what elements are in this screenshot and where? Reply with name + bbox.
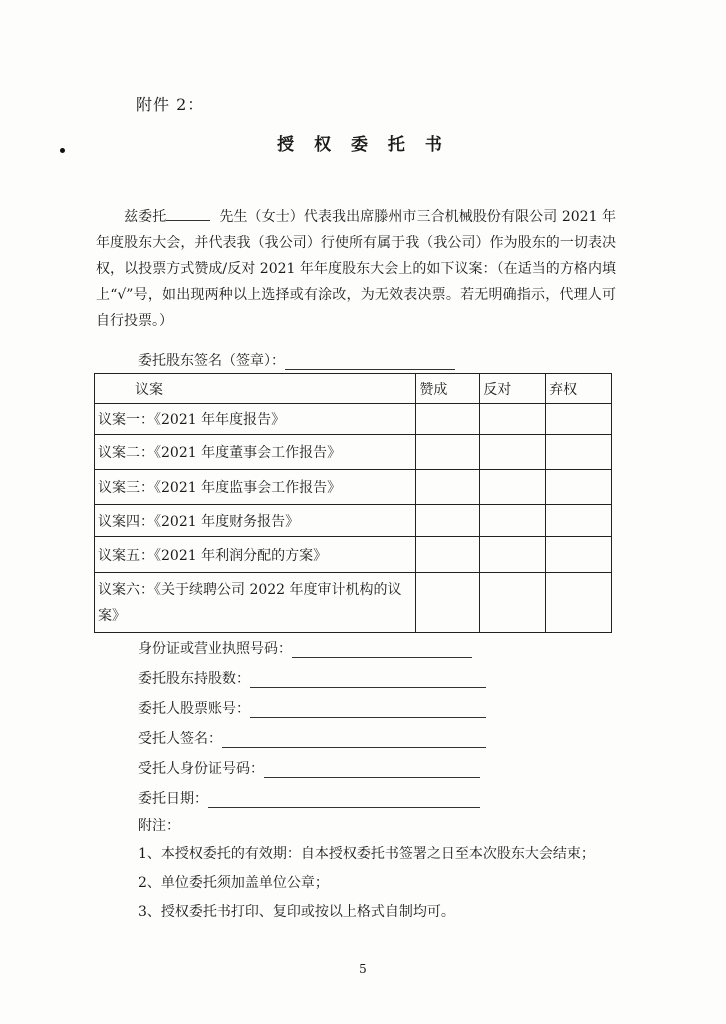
table-row: [95, 505, 612, 537]
motion-6: 议案六：《关于续聘公司 2022 年度审计机构的议案》: [95, 573, 416, 633]
date-row: [138, 788, 480, 808]
date-line[interactable]: [208, 791, 480, 808]
motion-1: 议案一：《2021 年年度报告》: [95, 404, 416, 435]
shares-held-label: 委托股东持股数：: [138, 671, 250, 687]
signature-row: [138, 350, 455, 370]
signature-line[interactable]: [285, 353, 455, 370]
vote-abstain-cell[interactable]: [546, 505, 612, 537]
proxy-signature-row: [138, 728, 486, 748]
signature-label: 委托股东签名（签章）：: [138, 353, 285, 369]
vote-abstain-cell[interactable]: [546, 573, 612, 633]
table-row: [95, 573, 612, 633]
table-row: [95, 470, 612, 505]
vote-abstain-cell[interactable]: [546, 537, 612, 573]
shares-held-row: [138, 668, 486, 688]
table-row: [95, 435, 612, 470]
document-title: 授 权 委 托 书: [277, 135, 449, 155]
vote-for-cell[interactable]: [416, 470, 480, 505]
vote-for-cell[interactable]: [416, 435, 480, 470]
vote-for-cell[interactable]: [416, 505, 480, 537]
authorization-paragraph: [96, 204, 616, 334]
proxy-id-label: 受托人身份证号码：: [138, 761, 264, 777]
vote-abstain-cell[interactable]: [546, 470, 612, 505]
notes-heading: 附注：: [138, 818, 180, 834]
header-motion: 议案: [95, 374, 416, 404]
id-number-line[interactable]: [292, 641, 472, 658]
attachment-label: 附件 2：: [136, 95, 205, 114]
vote-against-cell[interactable]: [480, 505, 546, 537]
shares-held-line[interactable]: [250, 671, 486, 688]
intro-part1: 兹委托: [124, 209, 167, 225]
proxy-id-line[interactable]: [264, 761, 480, 778]
vote-for-cell[interactable]: [416, 537, 480, 573]
account-label: 委托人股票账号：: [138, 701, 250, 717]
table-row: [95, 404, 612, 435]
vote-against-cell[interactable]: [480, 537, 546, 573]
vote-against-cell[interactable]: [480, 573, 546, 633]
note-item: 1、本授权委托的有效期：自本授权委托书签署之日至本次股东大会结束；: [138, 846, 595, 862]
table-header-row: [95, 374, 612, 404]
header-against: 反对: [480, 374, 546, 404]
motion-4: 议案四：《2021 年度财务报告》: [95, 505, 416, 537]
note-item: 3、授权委托书打印、复印或按以上格式自制均可。: [138, 904, 455, 920]
vote-abstain-cell[interactable]: [546, 435, 612, 470]
motion-3: 议案三：《2021 年度监事会工作报告》: [95, 470, 416, 505]
account-line[interactable]: [250, 701, 486, 718]
vote-against-cell[interactable]: [480, 435, 546, 470]
date-label: 委托日期：: [138, 791, 208, 807]
proxy-name-blank[interactable]: [166, 206, 210, 221]
vote-for-cell[interactable]: [416, 404, 480, 435]
table-row: [95, 537, 612, 573]
id-number-label: 身份证或营业执照号码：: [138, 641, 292, 657]
proxy-signature-label: 受托人签名：: [138, 731, 222, 747]
header-for: 赞成: [416, 374, 480, 404]
vote-for-cell[interactable]: [416, 573, 480, 633]
motion-2: 议案二：《2021 年度董事会工作报告》: [95, 435, 416, 470]
proxy-id-row: [138, 758, 480, 778]
proxy-signature-line[interactable]: [222, 731, 486, 748]
vote-against-cell[interactable]: [480, 470, 546, 505]
note-item: 2、单位委托须加盖单位公章；: [138, 875, 329, 891]
header-abstain: 弃权: [546, 374, 612, 404]
page-number: 5: [359, 962, 367, 976]
vote-against-cell[interactable]: [480, 404, 546, 435]
motions-table: [94, 373, 612, 633]
motion-5: 议案五：《2021 年利润分配的方案》: [95, 537, 416, 573]
vote-abstain-cell[interactable]: [546, 404, 612, 435]
intro-part2: 先生（女士）代表我出席滕州市三合机械股份有限公司 2021 年年度股东大会，并代表我（我公司）行使所有属于我（我公司）作为股东的一切表决权，以投票方式赞成/反对 2021 年年度股东大会上的如下议案：（在适当的方格内填上“√”号，如出现两种以上选择或有涂改，为无效表决票。若无明确指示，代理人可自行投票。）: [96, 209, 617, 329]
id-number-row: [138, 638, 472, 658]
account-row: [138, 698, 486, 718]
